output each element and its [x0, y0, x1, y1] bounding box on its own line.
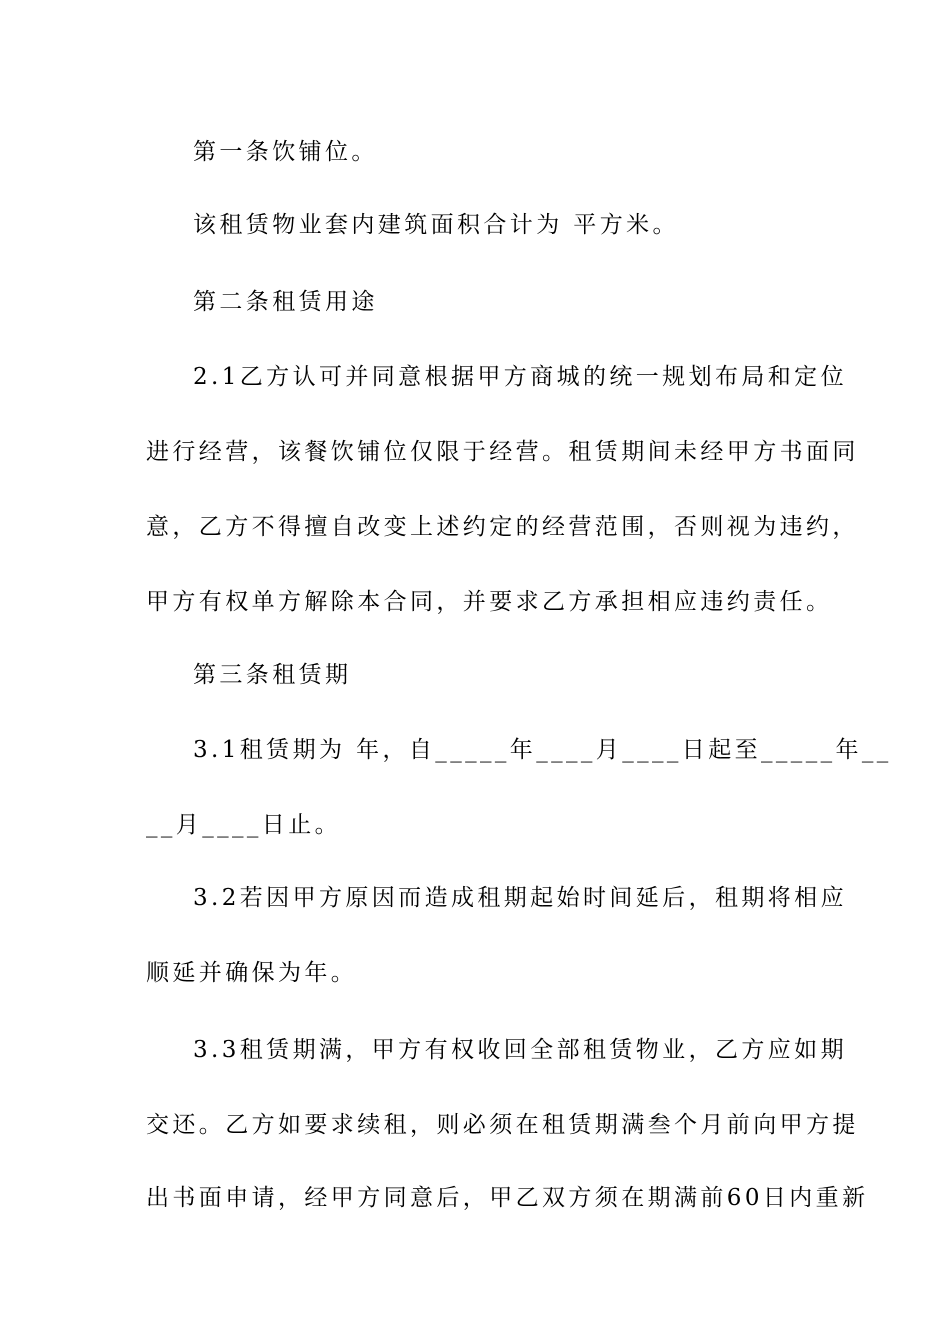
clause-2-1-line-2: 进行经营，该餐饮铺位仅限于经营。租赁期间未经甲方书面同 [146, 439, 859, 465]
clause-2-1-line-3: 意，乙方不得擅自改变上述约定的经营范围，否则视为违约， [146, 514, 859, 540]
clause-3-1-line-1: 3.1租赁期为 年，自_____年____月____日起至_____年__ [193, 737, 892, 763]
clause-3-1-line-2: __月____日止。 [146, 812, 341, 838]
clause-3-2-line-2: 顺延并确保为年。 [146, 960, 358, 986]
paragraph-area: 该租赁物业套内建筑面积合计为 平方米。 [193, 212, 679, 238]
clause-3-3-line-3: 出书面申请，经甲方同意后，甲乙双方须在期满前60日内重新 [146, 1185, 869, 1211]
clause-3-2-line-1: 3.2若因甲方原因而造成租期起始时间延后，租期将相应 [193, 885, 847, 911]
article-1-heading: 第一条饮铺位。 [193, 139, 378, 165]
article-3-heading: 第三条租赁期 [193, 662, 352, 688]
clause-3-3-line-2: 交还。乙方如要求续租，则必须在租赁期满叁个月前向甲方提 [146, 1112, 859, 1138]
clause-2-1-line-4: 甲方有权单方解除本合同，并要求乙方承担相应违约责任。 [146, 589, 833, 615]
clause-3-3-line-1: 3.3租赁期满，甲方有权收回全部租赁物业，乙方应如期 [193, 1037, 847, 1063]
clause-2-1-line-1: 2.1乙方认可并同意根据甲方商城的统一规划布局和定位 [193, 364, 847, 390]
article-2-heading: 第二条租赁用途 [193, 289, 378, 315]
